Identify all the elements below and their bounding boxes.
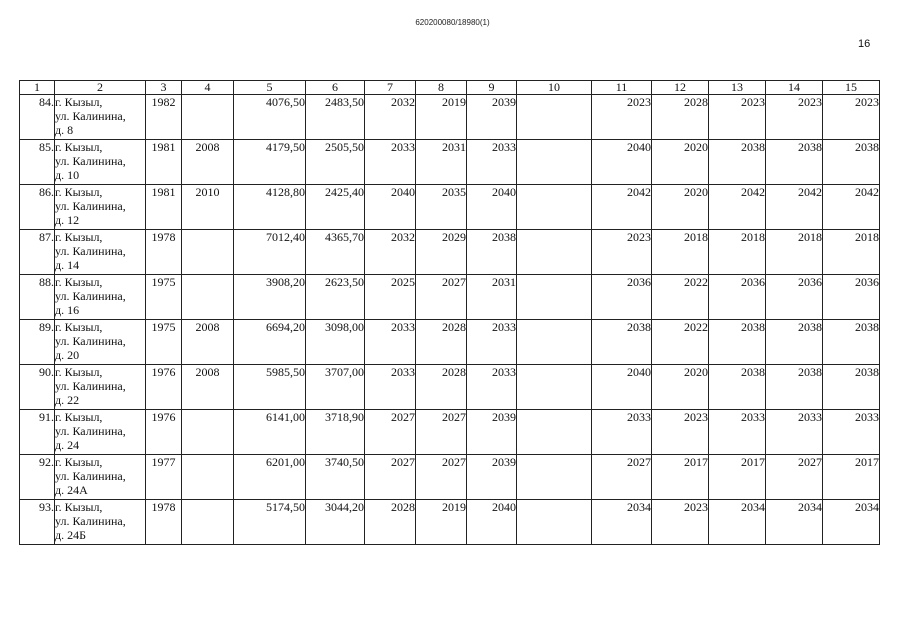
cell-col-9: 2033 <box>467 365 517 410</box>
cell-col-15: 2023 <box>823 95 880 140</box>
cell-col-12: 2023 <box>652 500 709 545</box>
cell-col-7: 2033 <box>365 320 416 365</box>
cell-col-12: 2020 <box>652 185 709 230</box>
cell-col-8: 2027 <box>416 275 467 320</box>
cell-col-9: 2040 <box>467 500 517 545</box>
column-header: 13 <box>709 81 766 95</box>
address-cell: г. Кызыл, ул. Калинина, д. 20 <box>55 320 146 365</box>
cell-col-11: 2040 <box>592 140 652 185</box>
cell-col-12: 2017 <box>652 455 709 500</box>
row-number-cell: 91. <box>20 410 55 455</box>
table-row <box>20 275 880 320</box>
address-cell: г. Кызыл, ул. Калинина, д. 24 <box>55 410 146 455</box>
row-number-cell: 92. <box>20 455 55 500</box>
row-number-cell: 85. <box>20 140 55 185</box>
cell-col-6: 4365,70 <box>306 230 365 275</box>
cell-col-11: 2023 <box>592 230 652 275</box>
cell-col-4: 2008 <box>182 140 234 185</box>
cell-col-7: 2027 <box>365 410 416 455</box>
column-header: 7 <box>365 81 416 95</box>
cell-col-4: 2008 <box>182 320 234 365</box>
table-row <box>20 455 880 500</box>
row-number-cell: 87. <box>20 230 55 275</box>
cell-col-6: 3740,50 <box>306 455 365 500</box>
cell-col-10 <box>517 455 592 500</box>
cell-col-7: 2028 <box>365 500 416 545</box>
cell-col-10 <box>517 140 592 185</box>
cell-col-12: 2022 <box>652 320 709 365</box>
cell-col-9: 2039 <box>467 455 517 500</box>
cell-col-9: 2039 <box>467 95 517 140</box>
column-header: 2 <box>55 81 146 95</box>
cell-col-4 <box>182 275 234 320</box>
cell-col-7: 2027 <box>365 455 416 500</box>
cell-col-15: 2036 <box>823 275 880 320</box>
cell-col-15: 2042 <box>823 185 880 230</box>
cell-col-7: 2033 <box>365 365 416 410</box>
column-header: 8 <box>416 81 467 95</box>
cell-col-6: 2623,50 <box>306 275 365 320</box>
cell-col-11: 2023 <box>592 95 652 140</box>
cell-col-15: 2017 <box>823 455 880 500</box>
cell-col-15: 2038 <box>823 140 880 185</box>
cell-col-14: 2018 <box>766 230 823 275</box>
address-cell: г. Кызыл, ул. Калинина, д. 12 <box>55 185 146 230</box>
cell-col-13: 2033 <box>709 410 766 455</box>
cell-col-7: 2040 <box>365 185 416 230</box>
cell-col-8: 2031 <box>416 140 467 185</box>
cell-col-14: 2034 <box>766 500 823 545</box>
cell-col-13: 2036 <box>709 275 766 320</box>
table-row <box>20 365 880 410</box>
cell-col-4 <box>182 230 234 275</box>
cell-col-13: 2034 <box>709 500 766 545</box>
table-body <box>20 95 880 545</box>
cell-col-6: 3707,00 <box>306 365 365 410</box>
cell-col-6: 2505,50 <box>306 140 365 185</box>
cell-col-12: 2018 <box>652 230 709 275</box>
cell-col-8: 2028 <box>416 365 467 410</box>
row-number-cell: 84. <box>20 95 55 140</box>
row-number-cell: 89. <box>20 320 55 365</box>
cell-col-3: 1975 <box>146 275 182 320</box>
cell-col-5: 4076,50 <box>234 95 306 140</box>
address-cell: г. Кызыл, ул. Калинина, д. 10 <box>55 140 146 185</box>
cell-col-14: 2042 <box>766 185 823 230</box>
document-id: 620200080/18980(1) <box>415 18 490 27</box>
cell-col-10 <box>517 95 592 140</box>
table-row <box>20 410 880 455</box>
row-number-cell: 88. <box>20 275 55 320</box>
cell-col-11: 2027 <box>592 455 652 500</box>
table-row <box>20 140 880 185</box>
cell-col-6: 3044,20 <box>306 500 365 545</box>
cell-col-7: 2025 <box>365 275 416 320</box>
cell-col-5: 7012,40 <box>234 230 306 275</box>
cell-col-3: 1975 <box>146 320 182 365</box>
cell-col-14: 2023 <box>766 95 823 140</box>
cell-col-15: 2018 <box>823 230 880 275</box>
cell-col-12: 2020 <box>652 365 709 410</box>
table-row <box>20 230 880 275</box>
cell-col-3: 1981 <box>146 185 182 230</box>
cell-col-4: 2010 <box>182 185 234 230</box>
cell-col-7: 2032 <box>365 230 416 275</box>
cell-col-10 <box>517 320 592 365</box>
cell-col-15: 2033 <box>823 410 880 455</box>
column-header: 12 <box>652 81 709 95</box>
cell-col-12: 2022 <box>652 275 709 320</box>
cell-col-11: 2036 <box>592 275 652 320</box>
table-row <box>20 185 880 230</box>
cell-col-11: 2034 <box>592 500 652 545</box>
cell-col-4 <box>182 410 234 455</box>
cell-col-12: 2020 <box>652 140 709 185</box>
address-cell: г. Кызыл, ул. Калинина, д. 24Б <box>55 500 146 545</box>
row-number-cell: 86. <box>20 185 55 230</box>
cell-col-9: 2039 <box>467 410 517 455</box>
cell-col-8: 2027 <box>416 410 467 455</box>
address-cell: г. Кызыл, ул. Калинина, д. 14 <box>55 230 146 275</box>
cell-col-5: 4179,50 <box>234 140 306 185</box>
cell-col-6: 2483,50 <box>306 95 365 140</box>
cell-col-3: 1978 <box>146 500 182 545</box>
table-row <box>20 320 880 365</box>
column-header: 11 <box>592 81 652 95</box>
cell-col-15: 2034 <box>823 500 880 545</box>
column-header: 10 <box>517 81 592 95</box>
cell-col-12: 2028 <box>652 95 709 140</box>
address-cell: г. Кызыл, ул. Калинина, д. 8 <box>55 95 146 140</box>
table-row <box>20 500 880 545</box>
cell-col-9: 2033 <box>467 140 517 185</box>
cell-col-3: 1978 <box>146 230 182 275</box>
cell-col-10 <box>517 500 592 545</box>
cell-col-15: 2038 <box>823 320 880 365</box>
row-number-cell: 90. <box>20 365 55 410</box>
cell-col-8: 2028 <box>416 320 467 365</box>
address-cell: г. Кызыл, ул. Калинина, д. 22 <box>55 365 146 410</box>
cell-col-14: 2036 <box>766 275 823 320</box>
column-header: 6 <box>306 81 365 95</box>
column-header: 9 <box>467 81 517 95</box>
page-number: 16 <box>858 38 871 50</box>
cell-col-5: 6141,00 <box>234 410 306 455</box>
cell-col-8: 2035 <box>416 185 467 230</box>
cell-col-13: 2018 <box>709 230 766 275</box>
cell-col-3: 1976 <box>146 410 182 455</box>
cell-col-11: 2040 <box>592 365 652 410</box>
cell-col-9: 2031 <box>467 275 517 320</box>
row-number-cell: 93. <box>20 500 55 545</box>
cell-col-5: 6694,20 <box>234 320 306 365</box>
cell-col-5: 4128,80 <box>234 185 306 230</box>
cell-col-13: 2042 <box>709 185 766 230</box>
address-cell: г. Кызыл, ул. Калинина, д. 24А <box>55 455 146 500</box>
table-row <box>20 95 880 140</box>
column-header: 15 <box>823 81 880 95</box>
cell-col-4 <box>182 95 234 140</box>
cell-col-13: 2038 <box>709 320 766 365</box>
cell-col-14: 2038 <box>766 365 823 410</box>
cell-col-8: 2019 <box>416 95 467 140</box>
cell-col-7: 2033 <box>365 140 416 185</box>
address-cell: г. Кызыл, ул. Калинина, д. 16 <box>55 275 146 320</box>
cell-col-5: 6201,00 <box>234 455 306 500</box>
cell-col-10 <box>517 275 592 320</box>
cell-col-14: 2038 <box>766 140 823 185</box>
cell-col-15: 2038 <box>823 365 880 410</box>
buildings-table <box>19 80 880 545</box>
cell-col-12: 2023 <box>652 410 709 455</box>
cell-col-6: 3098,00 <box>306 320 365 365</box>
cell-col-4 <box>182 455 234 500</box>
cell-col-11: 2042 <box>592 185 652 230</box>
cell-col-7: 2032 <box>365 95 416 140</box>
column-header: 14 <box>766 81 823 95</box>
cell-col-5: 5985,50 <box>234 365 306 410</box>
cell-col-13: 2023 <box>709 95 766 140</box>
cell-col-10 <box>517 410 592 455</box>
cell-col-10 <box>517 230 592 275</box>
cell-col-13: 2038 <box>709 140 766 185</box>
cell-col-6: 3718,90 <box>306 410 365 455</box>
cell-col-9: 2038 <box>467 230 517 275</box>
cell-col-11: 2038 <box>592 320 652 365</box>
cell-col-8: 2029 <box>416 230 467 275</box>
cell-col-5: 3908,20 <box>234 275 306 320</box>
cell-col-13: 2017 <box>709 455 766 500</box>
cell-col-8: 2019 <box>416 500 467 545</box>
cell-col-3: 1977 <box>146 455 182 500</box>
cell-col-10 <box>517 185 592 230</box>
cell-col-5: 5174,50 <box>234 500 306 545</box>
cell-col-4 <box>182 500 234 545</box>
column-header: 1 <box>20 81 55 95</box>
column-header: 3 <box>146 81 182 95</box>
cell-col-14: 2027 <box>766 455 823 500</box>
column-header: 5 <box>234 81 306 95</box>
cell-col-13: 2038 <box>709 365 766 410</box>
cell-col-14: 2038 <box>766 320 823 365</box>
cell-col-4: 2008 <box>182 365 234 410</box>
cell-col-3: 1976 <box>146 365 182 410</box>
cell-col-8: 2027 <box>416 455 467 500</box>
cell-col-10 <box>517 365 592 410</box>
table-header-row <box>20 81 880 95</box>
cell-col-9: 2040 <box>467 185 517 230</box>
cell-col-3: 1982 <box>146 95 182 140</box>
cell-col-6: 2425,40 <box>306 185 365 230</box>
column-header: 4 <box>182 81 234 95</box>
cell-col-3: 1981 <box>146 140 182 185</box>
cell-col-9: 2033 <box>467 320 517 365</box>
cell-col-14: 2033 <box>766 410 823 455</box>
cell-col-11: 2033 <box>592 410 652 455</box>
